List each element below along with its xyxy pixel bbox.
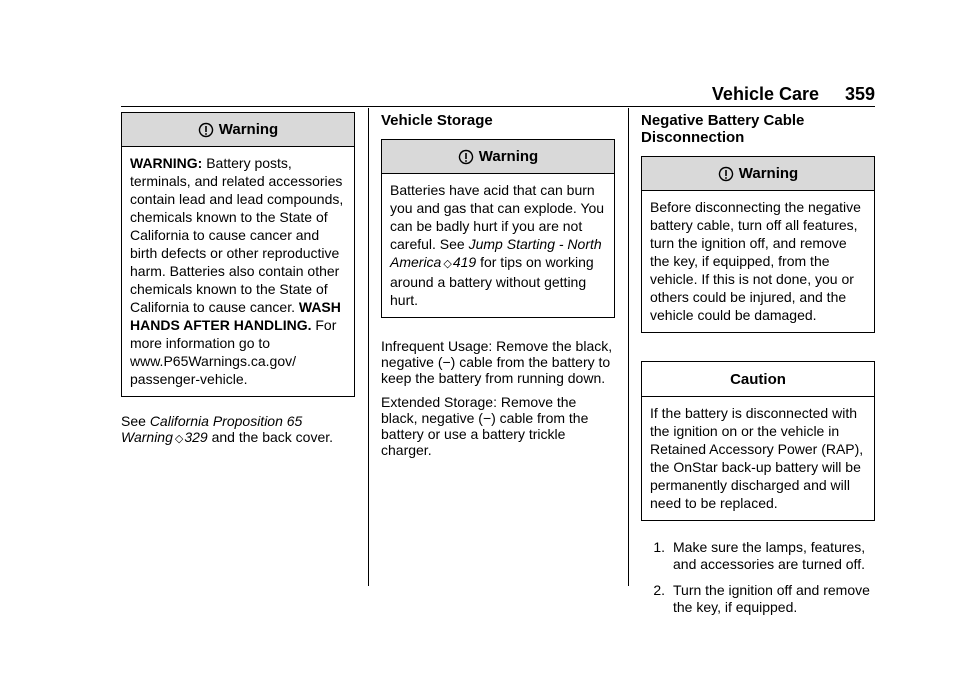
column-divider-right (628, 108, 629, 586)
header-section-title: Vehicle Care (711, 84, 819, 104)
warning-box-header (642, 157, 874, 191)
see-reference-paragraph (121, 413, 355, 447)
column-right (641, 112, 875, 625)
column-left (121, 112, 355, 447)
warning-icon (198, 122, 214, 138)
steps-list (641, 539, 875, 616)
warning-body (382, 174, 614, 317)
column-middle (381, 112, 615, 458)
column-divider-left (368, 108, 369, 586)
warning-box-california (121, 112, 355, 397)
warning-box-disconnect (641, 156, 875, 333)
warning-text: Batteries have acid that can burn you and gas that can explode. You can be badly hurt if you are not careful. See (390, 182, 605, 252)
page-number: 359 (844, 84, 875, 104)
paragraph-extended-storage: Extended Storage: Remove the black, negative (−) cable from the battery or use a battery trickle charger. (381, 394, 589, 458)
list-item (641, 582, 875, 616)
step-text: Make sure the lamps, features, and accessories are turned off. (673, 539, 866, 572)
warning-title: Warning (218, 121, 279, 138)
step-number: 2. (653, 582, 665, 598)
warning-box-battery-acid (381, 139, 615, 318)
page-ref-arrow-icon: ◇ (443, 258, 452, 270)
warning-lead: WARNING: (130, 155, 203, 171)
caution-box (641, 361, 875, 521)
warning-text: Battery posts, terminals, and related accessories contain lead and lead compounds, chemicals known to the State of California to cause cancer and birth defects or other reproductive harm. Batteries also contain other chemicals known to the State of California to cause cancer. (130, 155, 344, 315)
warning-text-more: for tips on working around a battery without getting hurt. (390, 254, 594, 308)
cross-reference-page[interactable]: 329 (184, 429, 208, 445)
warning-title: Warning (738, 165, 799, 182)
caution-body: If the battery is disconnected with the ignition on or the vehicle in Retained Accessory Power (RAP), the OnStar back-up battery will be permanently discharged and will need to be replaced. (650, 405, 864, 511)
page-header (121, 84, 875, 107)
warning-bold-text: WASH HANDS AFTER HANDLING. (130, 299, 341, 333)
caution-box-header: Caution (642, 362, 874, 397)
warning-body (122, 147, 354, 396)
section-heading-vehicle-storage: Vehicle Storage (381, 112, 493, 129)
list-item (641, 539, 875, 573)
warning-icon (458, 149, 474, 165)
paragraph-infrequent-usage: Infrequent Usage: Remove the black, negative (−) cable from the battery to keep the battery from running down. (381, 338, 613, 386)
warning-box-header (122, 113, 354, 147)
cross-reference-link[interactable]: Jump Starting - North America (390, 236, 602, 270)
cross-reference-link[interactable]: California Proposition 65 Warning (121, 413, 303, 445)
cross-reference-page[interactable]: 419 (452, 254, 477, 270)
page-ref-arrow-icon: ◇ (174, 433, 184, 445)
warning-body: Before disconnecting the negative battery cable, turn off all features, turn the ignition off, and remove the key, if equipped, from the vehicle. If this is not done, you or others could be injured, and the vehicle could be damaged. (650, 199, 861, 323)
step-text: Turn the ignition off and remove the key, if equipped. (673, 582, 870, 615)
see-suffix: and the back cover. (207, 429, 334, 445)
see-prefix: See (121, 413, 150, 429)
section-heading-negative-cable: Negative Battery Cable Disconnection (641, 112, 805, 146)
step-number: 1. (653, 539, 665, 555)
warning-box-header (382, 140, 614, 174)
warning-title: Warning (478, 148, 539, 165)
warning-text-more: For more information go to www.P65Warnings.ca.gov/ passenger-vehicle. (130, 317, 337, 387)
warning-icon (718, 166, 734, 182)
